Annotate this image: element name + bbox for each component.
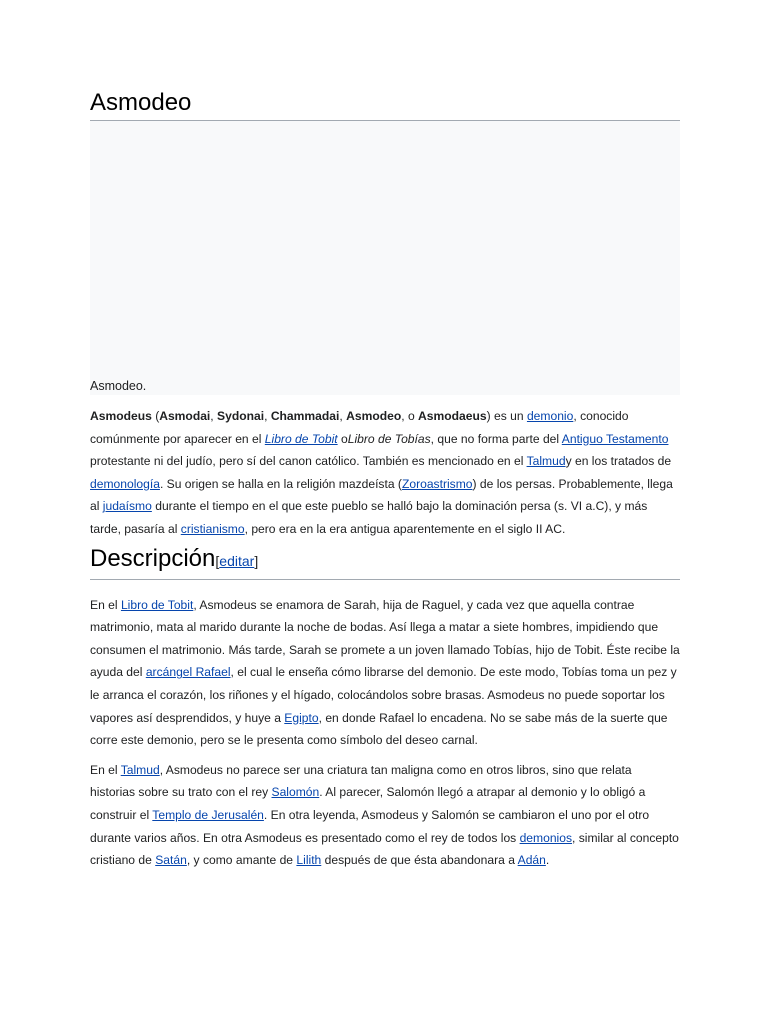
term-chammadai: Chammadai — [270, 409, 340, 423]
text-span: , pero era en la era antigua aparentemente en el siglo II AC. — [244, 521, 566, 536]
link-antiguo-testamento[interactable]: Antiguo Testamento — [561, 431, 669, 446]
link-salomon[interactable]: Salomón — [271, 785, 320, 800]
term-asmodaeus: Asmodaeus — [418, 409, 487, 423]
text-span: y en los tratados de — [565, 454, 672, 469]
section-heading-descripcion — [90, 544, 680, 580]
text-span: , o — [401, 409, 419, 423]
link-demonios[interactable]: demonios — [519, 830, 573, 845]
text-span: , y como amante de — [186, 853, 297, 868]
edit-section — [215, 553, 258, 569]
link-libro-de-tobit[interactable]: Libro de Tobit — [120, 597, 194, 612]
text-span: durante el tiempo en el que este pueblo se halló bajo la dominación persa (s. VI a.C), y más tarde, pasaría al — [90, 499, 648, 536]
text-span: , — [210, 409, 218, 423]
text-span: En el — [90, 597, 121, 612]
description-paragraph-1 — [90, 594, 680, 752]
text-span: , conocido comúnmente por aparecer en el — [90, 409, 629, 446]
figure-caption: Asmodeo. — [90, 379, 147, 393]
term-sydonai: Sydonai — [217, 409, 265, 423]
text-span: después de que ésta abandonara a — [321, 853, 518, 868]
link-judaismo[interactable]: judaísmo — [102, 499, 152, 514]
bracket-open: [ — [215, 552, 220, 569]
text-span: o — [337, 431, 348, 446]
text-span: . Al parecer, Salomón llegó a atrapar al demonio y lo obligó a construir el — [90, 785, 646, 822]
text-span: , el cual le enseña cómo librarse del demonio. De este modo, Tobías toma un pez y le arranca el corazón, los riñones y el hígado, colocándolos sobre brasas. Asmodeus no puede soportar los vapores así desprendidos, y huye a — [90, 665, 677, 725]
text-span: En el — [90, 762, 121, 777]
link-demonio[interactable]: demonio — [526, 409, 574, 423]
link-talmud[interactable]: Talmud — [120, 762, 160, 777]
link-demonologia[interactable]: demonología — [90, 476, 160, 491]
term-asmodeus: Asmodeus — [90, 409, 152, 423]
link-cristianismo[interactable]: cristianismo — [180, 521, 245, 536]
text-span: ) de los persas. Probablemente, llega al — [90, 476, 673, 514]
text-span: , Asmodeus se enamora de Sarah, hija de Raguel, y cada vez que aquella contrae matrimonio, mata al marido durante la noche de bodas. Así llega a matar a siete hombres, impidiendo que consumen el matrimonio. Más tarde, Sarah se promete a un joven llamado Tobías, hijo de Tobit. Éste recibe la ayuda del — [90, 597, 680, 680]
link-libro-de-tobit[interactable]: Libro de Tobit — [264, 431, 338, 446]
term-asmodai: Asmodai — [159, 409, 211, 423]
text-span: . — [545, 853, 550, 868]
text-span: . En otra leyenda, Asmodeus y Salomón se cambiaron el uno por el otro durante varios años. En otra Asmodeus es presentado como el rey de todos los — [90, 807, 650, 845]
text-span: protestante ni del judío, pero sí del canon católico. También es mencionado en el — [90, 454, 527, 469]
term-libro-de-tobias: Libro de Tobías — [347, 431, 431, 446]
text-span: , — [264, 409, 271, 423]
link-satan[interactable]: Satán — [155, 853, 187, 868]
bracket-close: ] — [254, 552, 259, 569]
text-span: ) es un — [486, 409, 527, 423]
link-lilith[interactable]: Lilith — [296, 853, 322, 868]
link-egipto[interactable]: Egipto — [284, 710, 319, 725]
link-talmud[interactable]: Talmud — [526, 454, 566, 469]
text-span: . Su origen se halla en la religión mazdeísta ( — [159, 476, 402, 491]
page-title: Asmodeo — [90, 88, 680, 121]
link-templo-de-jerusalen[interactable]: Templo de Jerusalén — [152, 807, 264, 822]
description-paragraph-2 — [90, 759, 680, 872]
text-span: , Asmodeus no parece ser una criatura tan maligna como en otros libros, sino que relata historias sobre su trato con el rey — [90, 762, 632, 800]
text-span: , en donde Rafael lo encadena. No se sabe más de la suerte que corre este demonio, pero se le presenta como símbolo del deseo carnal. — [90, 710, 668, 748]
link-arcangel-rafael[interactable]: arcángel Rafael — [145, 665, 231, 680]
text-span: , — [339, 409, 347, 423]
text-span: ( — [151, 409, 160, 423]
link-zoroastrismo[interactable]: Zoroastrismo — [401, 476, 473, 491]
term-asmodeo: Asmodeo — [346, 409, 402, 423]
article-figure — [90, 121, 680, 395]
text-span: , similar al concepto cristiano de — [90, 830, 679, 868]
section-title: Descripción — [90, 544, 216, 572]
edit-link[interactable]: editar — [219, 552, 255, 569]
text-span: , que no forma parte del — [430, 431, 562, 446]
link-adan[interactable]: Adán — [517, 853, 546, 868]
intro-paragraph — [90, 405, 680, 541]
article — [90, 88, 680, 872]
